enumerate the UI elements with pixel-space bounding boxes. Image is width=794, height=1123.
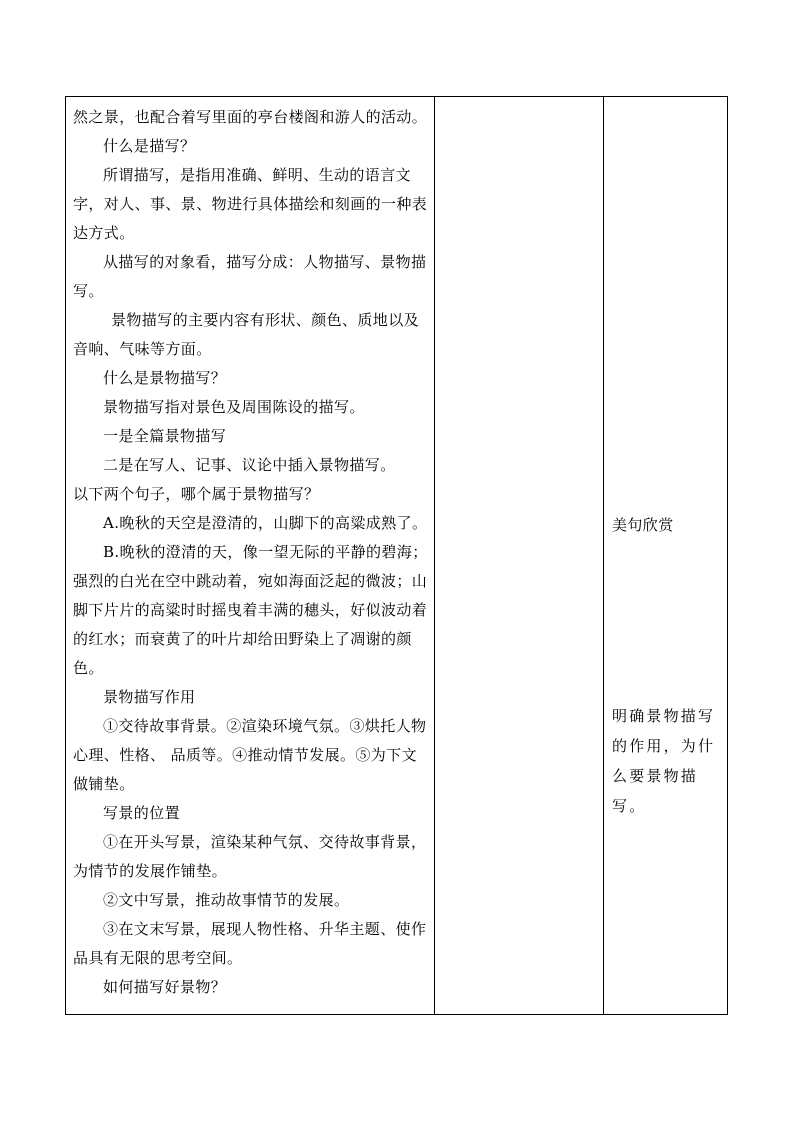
definition-scenery-description: 景物描写指对景色及周围陈设的描写。	[103, 398, 365, 416]
question-what-is-description: 什么是描写？	[103, 137, 196, 155]
scenery-function-list: ①交待故事背景。②渲染环境气氛。③烘托人物心理、性格、 品质等。④推动情节发展。⑤为下文做铺垫。	[73, 717, 427, 793]
position-opening: ①在开头写景，渲染某种气氛、交待故事背景，为情节的发展作铺垫。	[73, 833, 427, 880]
sentence-option-b: B.晚秋的澄清的天，像一望无际的平静的碧海；强烈的白光在空中跳动着，宛如海面泛起的微波；山脚下片片的高粱时时摇曳着丰满的穗头，好似波动着的红水；而衰黄了的叶片却给田野染上了凋谢的颜色。	[73, 543, 428, 677]
paragraph-continuation: 然之景，也配合着写里面的亭台楼阁和游人的活动。	[73, 108, 428, 126]
teaching-content-cell	[66, 97, 435, 1014]
lesson-plan-table	[65, 96, 728, 1015]
question-what-is-scenery-description: 什么是景物描写？	[103, 369, 227, 387]
position-middle: ②文中写景，推动故事情节的发展。	[103, 891, 350, 909]
definition-description: 所谓描写，是指用准确、鲜明、生动的语言文字，对人、事、景、物进行具体描绘和刻画的一种表达方式。	[73, 166, 428, 242]
heading-scenery-function: 景物描写作用	[103, 688, 196, 706]
scenery-content: 景物描写的主要内容有形状、颜色、质地以及音响、气味等方面。	[73, 311, 420, 358]
question-which-sentence: 以下两个句子，哪个属于景物描写？	[73, 485, 320, 503]
position-ending: ③在文末写景，展现人物性格、升华主题、使作品具有无限的思考空间。	[73, 920, 427, 967]
heading-scenery-position: 写景的位置	[103, 804, 181, 822]
scenery-type-2: 二是在写人、记事、议论中插入景物描写。	[103, 456, 396, 474]
sentence-option-a: A.晚秋的天空是澄清的，山脚下的高粱成熟了。	[103, 514, 428, 532]
description-types: 从描写的对象看，描写分成：人物描写、景物描写。	[73, 253, 427, 300]
question-how-to-describe: 如何描写好景物？	[103, 978, 227, 996]
note-scenery-purpose: 明确景物描写的作用，为什么要景物描写。	[612, 707, 716, 815]
scenery-type-1: 一是全篇景物描写	[103, 427, 227, 445]
design-intent-cell	[604, 97, 727, 1014]
student-activity-cell	[435, 97, 604, 1014]
note-sentence-appreciation: 美句欣赏	[612, 516, 674, 534]
